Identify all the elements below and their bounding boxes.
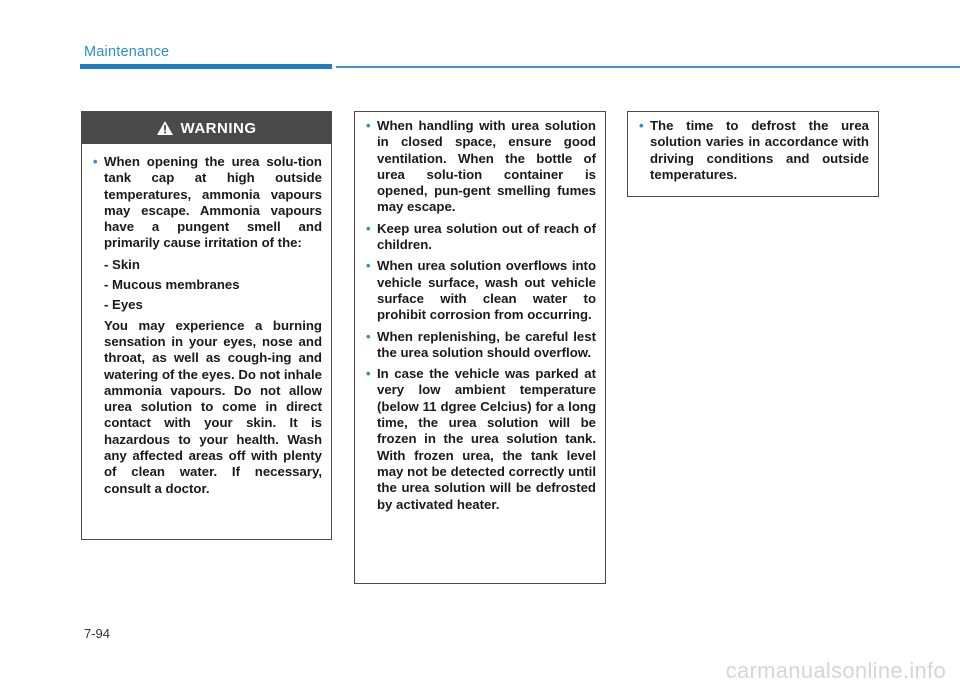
bullet-dot-icon: • <box>366 366 371 382</box>
bullet-dot-icon: • <box>366 118 371 133</box>
list-item: • When handling with urea solution in closed space, ensure good ventilation. When the bottle of urea solu-tion container is opened, pun-gent smelling fumes may escape. <box>366 118 596 215</box>
header-rule-thick <box>80 64 332 69</box>
list-item: • When urea solution overflows into vehicle surface, wash out vehicle surface with clean water to prohibit corrosion from occurring. <box>366 258 596 323</box>
warning-title: WARNING <box>180 119 257 137</box>
list-item: • When replenishing, be careful lest the urea solution should overflow. <box>366 328 596 360</box>
header-rule-thin <box>336 66 960 68</box>
warning-sub-item: - Eyes <box>104 297 143 313</box>
list-item: • The time to defrost the urea solution varies in accordance with driving conditions and outside temperatures. <box>639 118 869 182</box>
warning-header <box>82 112 331 144</box>
list-item: • In case the vehicle was parked at very low ambient temperature (below 11 dgree Celcius) for a long time, the urea solution will be frozen in the urea solution tank. With frozen urea, the tank level may not be detected correctly until the urea solution will be defrosted by activated heater. <box>366 366 596 512</box>
warning-sub-item: - Mucous membranes <box>104 277 240 293</box>
bullet-dot-icon: • <box>93 154 98 169</box>
list-item: • Keep urea solution out of reach of children. <box>366 220 596 253</box>
watermark: carmanualsonline.info <box>725 658 946 683</box>
section-title: Maintenance <box>84 44 170 60</box>
bullet-dot-icon: • <box>366 328 371 344</box>
middle-box <box>354 111 606 584</box>
warning-sub-item: - Skin <box>104 256 140 272</box>
bullet-dot-icon: • <box>639 118 644 133</box>
bullet-dot-icon: • <box>366 258 371 274</box>
page-number: 7-94 <box>84 626 111 641</box>
warning-triangle-icon <box>157 121 173 135</box>
right-box <box>627 111 879 197</box>
warning-bullet: • When opening the urea solu-tion tank cap at high outside temperatures, ammonia vapours may escape. Ammonia vapours have a pungent smell and primarily cause irritation of the: <box>93 154 322 251</box>
warning-box <box>81 111 332 540</box>
warning-paragraph: You may experience a burning sensation in your eyes, nose and throat, as well as cough-ing and watering of the eyes. Do not inhale ammonia vapours. Do not allow urea solution to come in direct contact with your skin. It is hazardous to your health. Wash any affected areas off with plenty of clean water. If necessary, consult a doctor. <box>104 317 322 496</box>
bullet-dot-icon: • <box>366 220 371 236</box>
